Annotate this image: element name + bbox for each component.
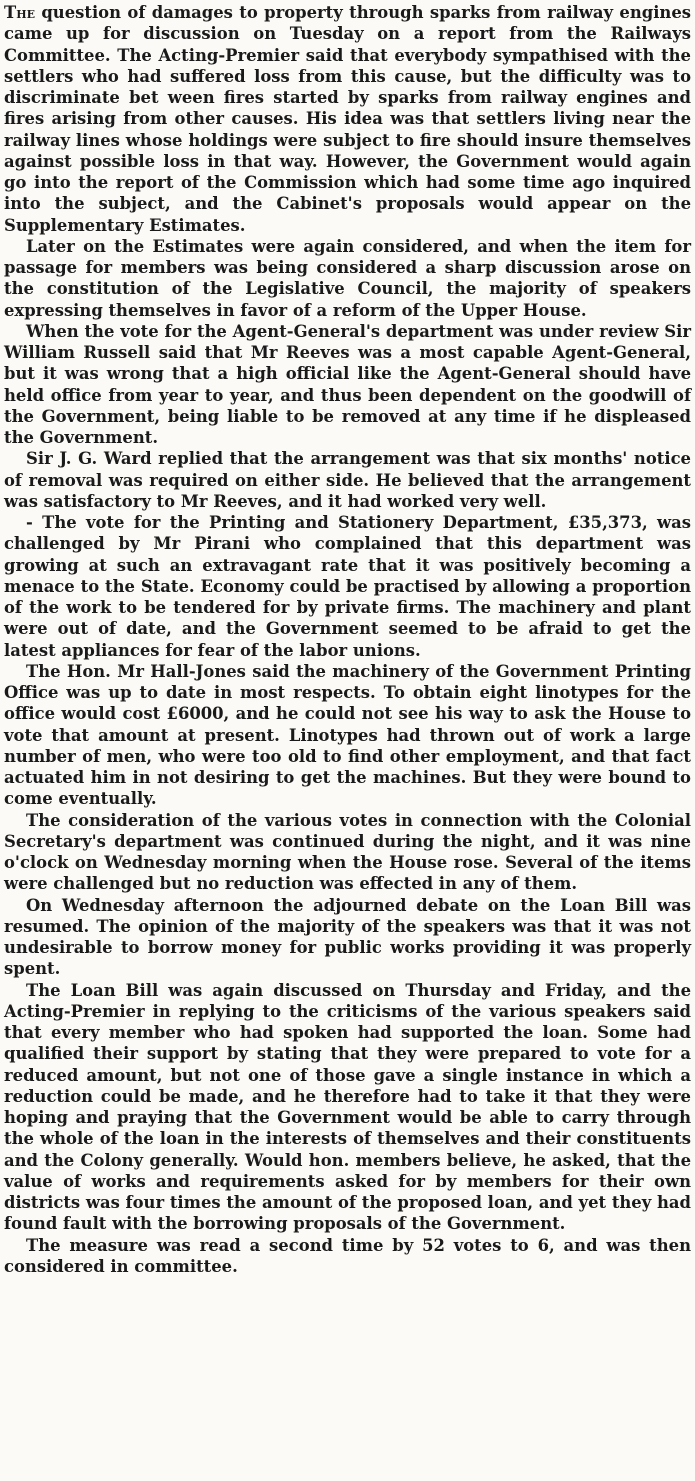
paragraph-loan-bill-debate: On Wednesday afternoon the adjourned debate on the Loan Bill was resumed. The opinion of the majority of the speakers was that it was not undesirable to borrow money for public works providing it was properly spent.: [4, 895, 691, 979]
article-column: [4, 2, 691, 1277]
paragraph-text: question of damages to property through sparks from railway engines came up for discussion on Tuesday on a report from the Railways Committee. The Acting-Premier said that everybody sympathised with the settlers who had suffered loss from this cause, but the difficulty was to discriminate bet ween fires started by sparks from railway engines and fires arising from other causes. His idea was that settlers living near the railway lines whose holdings were subject to fire should insure themselves against possible loss in that way. However, the Government would again go into the report of the Commission which had some time ago inquired into the subject, and the Cabinet's proposals would appear on the Supplementary Estimates.: [4, 3, 691, 235]
paragraph-printing-vote: - The vote for the Printing and Stationery Department, £35,373, was challenged by Mr Pirani who complained that this department was growing at such an extravagant rate that it was positively becoming a menace to the State. Economy could be practised by allowing a proportion of the work to be tendered for by private firms. The machinery and plant were out of date, and the Government seemed to be afraid to get the latest appliances for fear of the labor unions.: [4, 513, 691, 660]
paragraph-legislative-council: Later on the Estimates were again considered, and when the item for passage for members was being considered a sharp discussion arose on the constitution of the Legislative Council, the majority of speakers expressing themselves in favor of a reform of the Upper House.: [4, 236, 691, 320]
lead-word: The: [4, 3, 35, 22]
paragraph-second-reading: The measure was read a second time by 52 votes to 6, and was then considered in committee.: [4, 1235, 691, 1276]
paragraph-colonial-secretary: The consideration of the various votes in connection with the Colonial Secretary's department was continued during the night, and it was nine o'clock on Wednesday morning when the House rose. Several of the items were challenged but no reduction was effected in any of them.: [4, 810, 691, 894]
paragraph-hall-jones: The Hon. Mr Hall-Jones said the machinery of the Government Printing Office was up to date in most respects. To obtain eight linotypes for the office would cost £6000, and he could not see his way to ask the House to vote that amount at present. Linotypes had thrown out of work a large number of men, who were too old to find other employment, and that fact actuated him in not desiring to get the machines. But they were bound to come eventually.: [4, 661, 691, 809]
paragraph-railway-sparks: [4, 2, 691, 236]
paragraph-ward-reply: Sir J. G. Ward replied that the arrangement was that six months' notice of removal was required on either side. He believed that the arrangement was satisfactory to Mr Reeves, and it had worked very well.: [4, 449, 691, 511]
paragraph-agent-general: When the vote for the Agent-General's department was under review Sir William Russell said that Mr Reeves was a most capable Agent-General, but it was wrong that a high official like the Agent-General should have held office from year to year, and thus been dependent on the goodwill of the Government, being liable to be removed at any time if he displeased the Government.: [4, 321, 691, 447]
paragraph-loan-bill-reply: The Loan Bill was again discussed on Thursday and Friday, and the Acting-Premier in replying to the criticisms of the various speakers said that every member who had spoken had supported the loan. Some had qualified their support by stating that they were prepared to vote for a reduced amount, but not one of those gave a single instance in which a reduction could be made, and he therefore had to take it that they were hoping and praying that the Government would be able to carry through the whole of the loan in the interests of themselves and their constituents and the Colony generally. Would hon. members believe, he asked, that the value of works and requirements asked for by members for their own districts was four times the amount of the proposed loan, and yet they had found fault with the borrowing proposals of the Government.: [4, 980, 691, 1234]
